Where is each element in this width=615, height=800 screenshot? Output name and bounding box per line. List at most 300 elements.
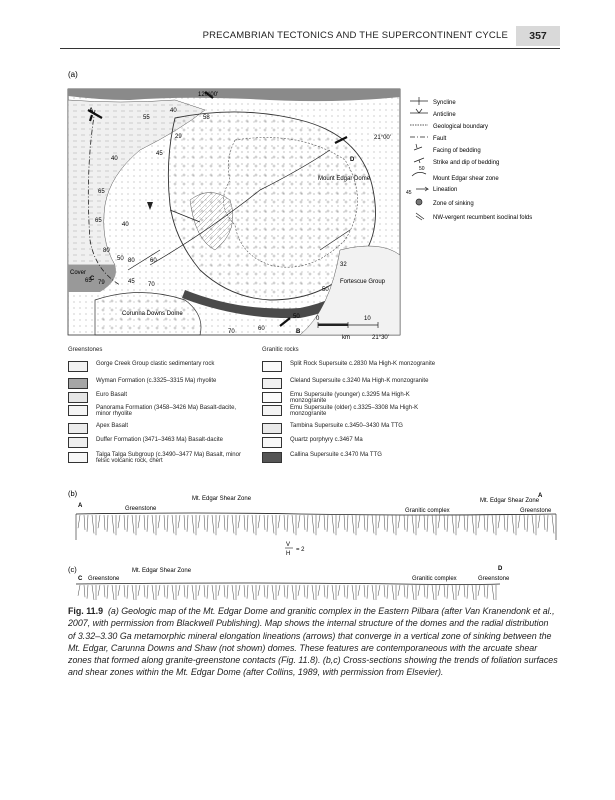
foliation-trace	[218, 585, 220, 596]
foliation-trace	[518, 515, 520, 528]
greenstone-legend-label: Euro Basalt	[96, 392, 128, 398]
greenstone-legend-label: Apex Basalt	[96, 423, 129, 429]
foliation-trace	[347, 515, 348, 532]
foliation-trace	[432, 585, 434, 600]
foliation-trace	[338, 585, 340, 596]
foliation-trace	[132, 515, 134, 533]
foliation-trace	[272, 585, 274, 600]
foliation-trace	[107, 585, 108, 599]
dip-value: 70	[228, 329, 235, 335]
foliation-trace	[104, 515, 105, 530]
granitic-legend-item	[262, 361, 442, 372]
foliation-trace	[98, 515, 100, 528]
foliation-trace	[347, 585, 348, 599]
foliation-trace	[172, 515, 174, 533]
legend-strike-dip-value: 50	[419, 166, 425, 172]
foliation-trace	[278, 515, 280, 528]
foliation-trace	[87, 585, 88, 599]
foliation-trace	[404, 585, 405, 597]
foliation-trace	[227, 515, 228, 532]
foliation-trace	[312, 585, 314, 600]
greenstone-swatch	[68, 423, 88, 434]
foliation-trace	[472, 585, 474, 600]
dip-value: 60	[150, 258, 157, 264]
foliation-trace	[312, 515, 314, 533]
foliation-trace	[244, 585, 245, 597]
foliation-trace	[467, 515, 468, 532]
foliation-trace	[118, 515, 120, 528]
greenstone-swatch	[68, 378, 88, 389]
foliation-trace	[204, 515, 205, 530]
foliation-trace	[92, 515, 94, 533]
foliation-trace	[427, 515, 428, 532]
foliation-trace	[252, 515, 254, 533]
foliation-trace	[267, 515, 268, 532]
legend-facing: Facing of bedding	[433, 148, 481, 154]
scale-zero: 0	[316, 316, 320, 322]
section-b-a-left: A	[78, 503, 83, 509]
dip-value: 65	[98, 189, 105, 195]
foliation-trace	[538, 515, 540, 528]
foliation-trace	[112, 585, 114, 600]
greenstone-legend-item	[68, 437, 248, 448]
foliation-trace	[452, 585, 454, 600]
greenstone-swatch	[68, 361, 88, 372]
foliation-trace	[124, 515, 125, 530]
foliation-trace	[164, 585, 165, 597]
foliation-trace	[132, 585, 134, 600]
dip-value: 45	[128, 279, 135, 285]
section-b-greenstone2: Greenstone	[520, 508, 552, 514]
foliation-trace	[258, 585, 260, 596]
foliation-trace	[427, 585, 428, 599]
foliation-trace	[487, 515, 488, 532]
foliation-trace	[544, 515, 545, 530]
foliation-trace	[158, 585, 160, 596]
foliation-trace	[264, 585, 265, 597]
dip-value: 80	[128, 258, 135, 264]
legend-fault: Fault	[433, 136, 447, 142]
foliation-trace	[407, 515, 408, 532]
dip-value: 50	[293, 314, 300, 320]
greenstone-legend-label: Wyman Formation (c.3325–3315 Ma) rhyolite	[96, 378, 217, 384]
greenstone-legend-item	[68, 378, 248, 389]
foliation-trace	[284, 515, 285, 530]
foliation-trace	[247, 585, 248, 599]
foliation-trace	[198, 515, 200, 528]
fortescue-label: Fortescue Group	[340, 279, 386, 285]
foliation-trace	[392, 515, 394, 533]
foliation-trace	[404, 515, 405, 530]
foliation-trace	[304, 585, 305, 597]
foliation-trace	[272, 515, 274, 533]
foliation-trace	[198, 585, 200, 596]
granitic-swatch	[262, 405, 282, 416]
foliation-trace	[324, 515, 325, 530]
granitic-legend-item	[262, 392, 442, 404]
foliation-trace	[207, 515, 208, 532]
granitic-swatch	[262, 378, 282, 389]
foliation-trace	[232, 585, 234, 600]
legend-sinking: Zone of sinking	[433, 201, 474, 207]
coord-top: 120°00'	[198, 92, 219, 98]
foliation-trace	[178, 515, 180, 528]
granitic-swatch	[262, 423, 282, 434]
dip-value: 60	[258, 326, 265, 332]
foliation-trace	[104, 585, 105, 597]
foliation-trace	[407, 585, 408, 599]
foliation-trace	[464, 515, 465, 530]
foliation-trace	[447, 515, 448, 532]
caption-label: Fig. 11.9	[68, 606, 104, 616]
foliation-trace	[224, 515, 225, 530]
legend-lineation-value: 45	[406, 190, 412, 196]
foliation-trace	[152, 515, 154, 533]
foliation-trace	[378, 585, 380, 596]
foliation-trace	[338, 515, 340, 528]
foliation-trace	[412, 515, 414, 533]
foliation-trace	[184, 585, 185, 597]
foliation-trace	[172, 585, 174, 600]
legend-folds: NW-vergent recumbent isoclinal folds	[433, 215, 533, 221]
foliation-trace	[547, 515, 548, 532]
foliation-trace	[147, 585, 148, 599]
geologic-map	[68, 89, 400, 335]
foliation-trace	[444, 515, 445, 530]
foliation-trace	[372, 585, 374, 600]
foliation-trace	[492, 515, 494, 533]
granitic-legend-item	[262, 452, 442, 463]
greenstone-swatch	[68, 392, 88, 403]
foliation-trace	[244, 515, 245, 530]
granitic-legend-label: Split Rock Supersuite c.2830 Ma High-K monzogranite	[290, 361, 436, 367]
legend-syncline: Syncline	[433, 100, 456, 106]
foliation-trace	[292, 585, 294, 600]
foliation-trace	[258, 515, 260, 528]
point-c-label: C	[90, 276, 95, 282]
foliation-trace	[352, 585, 354, 600]
foliation-trace	[238, 585, 240, 596]
foliation-trace	[292, 515, 294, 533]
foliation-trace	[384, 515, 385, 530]
granitic-legend-label: Cleland Supersuite c.3240 Ma High-K monzogranite	[290, 378, 429, 384]
foliation-trace	[158, 515, 160, 528]
foliation-trace	[238, 515, 240, 528]
foliation-trace	[444, 585, 445, 597]
foliation-trace	[192, 585, 194, 600]
caption-text: (a) Geologic map of the Mt. Edgar Dome and granitic complex in the Eastern Pilbara (after Van Kranendonk et al., 2007, with permission from Blackwell Publishing). Map shows the internal structure of the domes and the radial distribution of 3.32–3.30 Ga metamorphic mineral elongation lineations (arrows) that converge in a vertical zone of sinking between the Mt. Edgar, Carunna Downs and Shaw (not shown) domes. These features are contemporaneous with the arcuate shear zones that formed along granite-greenstone contacts (Fig. 11.8). (b,c) Cross-sections showing the trends of foliation surfaces and shear zones within the Mt. Edgar Dome (after Collins, 1989, with permission from Elsevier).	[68, 606, 558, 678]
foliation-trace	[387, 585, 388, 599]
foliation-trace	[164, 515, 165, 530]
legend-shear-zone: Mount Edgar shear zone	[433, 176, 499, 182]
foliation-trace	[84, 585, 85, 597]
ratio-h: H	[286, 551, 291, 557]
foliation-trace	[278, 585, 280, 596]
foliation-trace	[232, 515, 234, 533]
foliation-trace	[527, 515, 528, 532]
foliation-trace	[512, 515, 514, 533]
foliation-trace	[367, 585, 368, 599]
foliation-trace	[144, 585, 145, 597]
section-c-d: D	[498, 566, 503, 572]
greenstone-legend-item	[68, 405, 248, 417]
foliation-trace	[438, 515, 440, 528]
granitic-swatch	[262, 392, 282, 403]
foliation-trace	[478, 585, 480, 596]
foliation-trace	[367, 515, 368, 532]
greenstone-legend-label: Talga Talga Subgroup (c.3490–3477 Ma) Basalt, minor felsic volcanic rock, chert	[96, 452, 241, 464]
panel-b-label: (b)	[68, 489, 78, 498]
header-title: PRECAMBRIAN TECTONICS AND THE SUPERCONTINENT CYCLE	[202, 30, 508, 41]
foliation-trace	[327, 585, 328, 599]
foliation-trace	[464, 585, 465, 597]
panel-c-label: (c)	[68, 565, 77, 574]
foliation-trace	[298, 585, 300, 596]
dome-label: Mount Edgar Dome	[318, 176, 371, 182]
greenstone-legend-label: Panorama Formation (3458–3426 Ma) Basalt-dacite, minor rhyolite	[96, 405, 237, 417]
dip-value: 40	[122, 222, 129, 228]
foliation-trace	[498, 515, 500, 528]
point-b-label: B	[296, 329, 301, 335]
foliation-trace	[187, 515, 188, 532]
foliation-trace	[424, 585, 425, 597]
greenstone-swatch	[68, 437, 88, 448]
dip-value: 70	[148, 282, 155, 288]
greenstones-title: Greenstones	[68, 347, 103, 353]
foliation-trace	[184, 515, 185, 530]
point-d-label: D	[350, 157, 355, 163]
foliation-trace	[332, 515, 334, 533]
dip-value: 79	[98, 280, 105, 286]
foliation-trace	[252, 585, 254, 600]
foliation-trace	[167, 515, 168, 532]
foliation-trace	[324, 585, 325, 597]
foliation-trace	[364, 515, 365, 530]
granitic-legend-label: Tambina Supersuite c.3450–3430 Ma TTG	[290, 423, 403, 429]
page-number: 357	[516, 26, 560, 46]
foliation-trace	[207, 585, 208, 599]
coord-right: 21°00'	[374, 135, 391, 141]
foliation-trace	[124, 585, 125, 597]
greenstone-legend-label: Gorge Creek Group clastic sedimentary rock	[96, 361, 215, 367]
foliation-trace	[458, 585, 460, 596]
foliation-trace	[358, 515, 360, 528]
foliation-trace	[178, 585, 180, 596]
granitic-legend-label: Emu Supersuite (older) c.3325–3308 Ma High-K monzogranite	[290, 405, 419, 417]
foliation-trace	[247, 515, 248, 532]
granitic-legend-item	[262, 378, 442, 389]
foliation-trace	[212, 585, 214, 600]
foliation-trace	[264, 515, 265, 530]
foliation-trace	[484, 585, 485, 597]
granitic-legend-label: Quartz porphyry c.3467 Ma	[290, 437, 363, 443]
granitic-legend-item	[262, 423, 442, 434]
dip-value: 55	[143, 115, 150, 121]
greenstone-legend-item	[68, 392, 248, 403]
foliation-trace	[318, 585, 320, 596]
ratio-v: V	[286, 542, 291, 548]
granitic-legend-label: Callina Supersuite c.3470 Ma TTG	[290, 452, 382, 458]
figure-caption	[68, 605, 558, 679]
legend-strike-dip: Strike and dip of bedding	[433, 160, 500, 166]
foliation-trace	[218, 515, 220, 528]
foliation-trace	[112, 515, 114, 533]
cross-section-b	[68, 489, 556, 557]
granitic-swatch	[262, 437, 282, 448]
foliation-trace	[307, 585, 308, 599]
foliation-trace	[187, 585, 188, 599]
point-a-label: A	[89, 108, 94, 114]
foliation-trace	[424, 515, 425, 530]
foliation-trace	[287, 585, 288, 599]
legend-lineation: Lineation	[433, 187, 458, 193]
foliation-trace	[224, 585, 225, 597]
foliation-trace	[287, 515, 288, 532]
greenstone-legend-label: Duffer Formation (3471–3463 Ma) Basalt-dacite	[96, 437, 223, 443]
section-c-greenstone: Greenstone	[88, 576, 120, 582]
dip-value: 58	[203, 115, 210, 121]
foliation-trace	[127, 585, 128, 599]
foliation-trace	[167, 585, 168, 599]
granitic-legend-label: Emu Supersuite (younger) c.3295 Ma High-K monzogranite	[290, 392, 410, 404]
foliation-trace	[452, 515, 454, 533]
foliation-trace	[378, 515, 380, 528]
foliation-trace	[412, 585, 414, 600]
foliation-trace	[472, 515, 474, 533]
section-b-greenstone: Greenstone	[125, 506, 157, 512]
foliation-trace	[352, 515, 354, 533]
granitic-legend-item	[262, 405, 442, 417]
dip-value: 45	[156, 151, 163, 157]
greenstone-legend-item	[68, 361, 248, 372]
section-c-granitic: Granitic complex	[412, 576, 457, 582]
granitic-swatch	[262, 452, 282, 463]
greenstone-swatch	[68, 452, 88, 463]
foliation-trace	[227, 585, 228, 599]
foliation-trace	[504, 515, 505, 530]
greenstone-swatch	[68, 405, 88, 416]
foliation-trace	[84, 515, 85, 530]
ratio-value: = 2	[296, 547, 305, 553]
dip-value: 65	[85, 278, 92, 284]
foliation-trace	[358, 585, 360, 596]
foliation-trace	[127, 515, 128, 532]
foliation-trace	[492, 585, 494, 600]
foliation-trace	[507, 515, 508, 532]
dip-value: 40	[111, 156, 118, 162]
coord-bottom: 21°30'	[372, 335, 389, 341]
dip-value: 29	[175, 134, 182, 140]
scale-ten: 10	[364, 316, 371, 322]
legend-geological-boundary: Geological boundary	[433, 124, 489, 130]
foliation-trace	[152, 585, 154, 600]
cross-section-c	[68, 565, 510, 600]
foliation-trace	[144, 515, 145, 530]
foliation-trace	[458, 515, 460, 528]
foliation-trace	[204, 585, 205, 597]
foliation-trace	[372, 515, 374, 533]
foliation-trace	[487, 585, 488, 599]
foliation-trace	[138, 585, 140, 596]
foliation-trace	[384, 585, 385, 597]
foliation-trace	[344, 585, 345, 597]
dip-value: 32	[340, 262, 347, 268]
granitic-swatch	[262, 361, 282, 372]
foliation-trace	[87, 515, 88, 532]
foliation-trace	[484, 515, 485, 530]
foliation-trace	[138, 515, 140, 528]
foliation-trace	[318, 515, 320, 528]
dip-value: 50	[322, 287, 329, 293]
scale-unit: km	[342, 335, 350, 341]
foliation-trace	[364, 585, 365, 597]
dip-value: 65	[95, 218, 102, 224]
foliation-trace	[147, 515, 148, 532]
section-b-shear2: Mt. Edgar Shear Zone	[480, 498, 540, 504]
foliation-trace	[432, 515, 434, 533]
corunna-label: Corunna Downs Dome	[122, 311, 183, 317]
foliation-trace	[532, 515, 534, 533]
legend-symbols	[406, 97, 532, 221]
foliation-trace	[418, 585, 420, 596]
foliation-trace	[552, 515, 554, 533]
foliation-trace	[98, 585, 100, 596]
foliation-trace	[418, 515, 420, 528]
legend-anticline: Anticline	[433, 112, 456, 118]
section-c-greenstone2: Greenstone	[478, 576, 510, 582]
foliation-trace	[107, 515, 108, 532]
foliation-trace	[78, 585, 80, 596]
granitic-title: Granitic rocks	[262, 347, 299, 353]
foliation-trace	[344, 515, 345, 530]
section-c-c: C	[78, 576, 83, 582]
greenstone-legend-item	[68, 452, 248, 464]
section-c-shear: Mt. Edgar Shear Zone	[132, 568, 192, 574]
foliation-trace	[304, 515, 305, 530]
foliation-trace	[327, 515, 328, 532]
foliation-trace	[78, 515, 80, 528]
foliation-trace	[438, 585, 440, 596]
foliation-trace	[392, 585, 394, 600]
section-b-granitic: Granitic complex	[405, 508, 450, 514]
foliation-trace	[92, 585, 94, 600]
foliation-trace	[398, 585, 400, 596]
foliation-trace	[118, 585, 120, 596]
dip-value: 50	[117, 256, 124, 262]
foliation-trace	[478, 515, 480, 528]
foliation-trace	[398, 515, 400, 528]
foliation-trace	[307, 515, 308, 532]
cover-label: Cover	[70, 270, 87, 276]
foliation-trace	[467, 585, 468, 599]
foliation-trace	[298, 515, 300, 528]
dip-value: 80	[103, 248, 110, 254]
foliation-trace	[267, 585, 268, 599]
panel-a-label: (a)	[68, 70, 78, 79]
dip-value: 40	[170, 108, 177, 114]
granitic-legend-item	[262, 437, 442, 448]
foliation-trace	[192, 515, 194, 533]
foliation-trace	[284, 585, 285, 597]
section-b-shear: Mt. Edgar Shear Zone	[192, 496, 252, 502]
foliation-trace	[332, 585, 334, 600]
greenstone-legend-item	[68, 423, 248, 434]
foliation-trace	[524, 515, 525, 530]
section-b-a-right: A	[538, 493, 543, 499]
foliation-trace	[447, 585, 448, 599]
foliation-trace	[387, 515, 388, 532]
foliation-trace	[212, 515, 214, 533]
